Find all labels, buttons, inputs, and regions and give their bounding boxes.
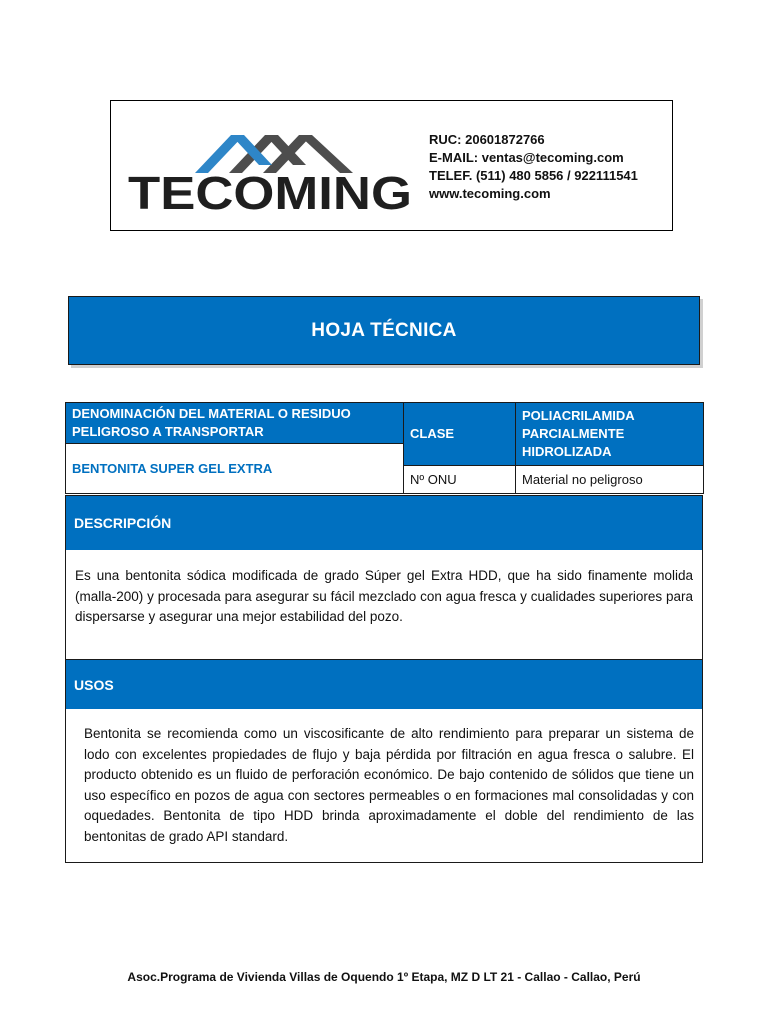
onu-value: Material no peligroso (516, 466, 704, 494)
clase-label: CLASE (404, 403, 516, 466)
product-name: BENTONITA SUPER GEL EXTRA (66, 444, 404, 494)
descripcion-text: Es una bentonita sódica modificada de grado Súper gel Extra HDD, que ha sido finamente molida (malla-200) y procesada para asegurar su fácil mezclado con agua fresca y cualidades superiores para dispersarse y asegurar una mejor estabilidad del pozo. (75, 568, 693, 624)
material-table (65, 402, 704, 494)
denominacion-label: DENOMINACIÓN DEL MATERIAL O RESIDUO PELIGROSO A TRANSPORTAR (66, 403, 404, 444)
usos-section (65, 659, 703, 863)
website-link[interactable]: www.tecoming.com (429, 186, 551, 201)
clase-value: POLIACRILAMIDA PARCIALMENTE HIDROLIZADA (516, 403, 704, 466)
footer-address: Asoc.Programa de Vivienda Villas de Oquendo 1º Etapa, MZ D LT 21 - Callao - Callao, Perú (127, 970, 641, 984)
logo-wordmark: TECOMING (128, 167, 412, 215)
contact-info (429, 131, 638, 203)
onu-label: Nº ONU (404, 466, 516, 494)
usos-heading: USOS (66, 660, 702, 709)
tecoming-logo (125, 115, 415, 215)
usos-text: Bentonita se recomienda como un viscosificante de alto rendimiento para preparar un sistema de lodo con excelentes propiedades de flujo y baja pérdida por filtración en agua fresca o salubre. El producto obtenido es un fluido de perforación económico. De bajo contenido de sólidos que tiene un uso específico en pozos de agua con sectores permeables o en formaciones mal consolidadas y con oquedades. Bentonita de tipo HDD brinda aproximadamente el doble del rendimiento de las bentonitas de grado API standard. (84, 726, 694, 844)
ruc-text: RUC: 20601872766 (429, 132, 545, 147)
email-text[interactable]: E-MAIL: ventas@tecoming.com (429, 150, 624, 165)
descripcion-heading: DESCRIPCIÓN (66, 496, 702, 550)
title-banner (68, 296, 700, 365)
descripcion-section (65, 495, 703, 660)
phone-text: TELEF. (511) 480 5856 / 922111541 (429, 168, 638, 183)
page-title: HOJA TÉCNICA (311, 319, 457, 341)
letterhead (110, 100, 673, 231)
